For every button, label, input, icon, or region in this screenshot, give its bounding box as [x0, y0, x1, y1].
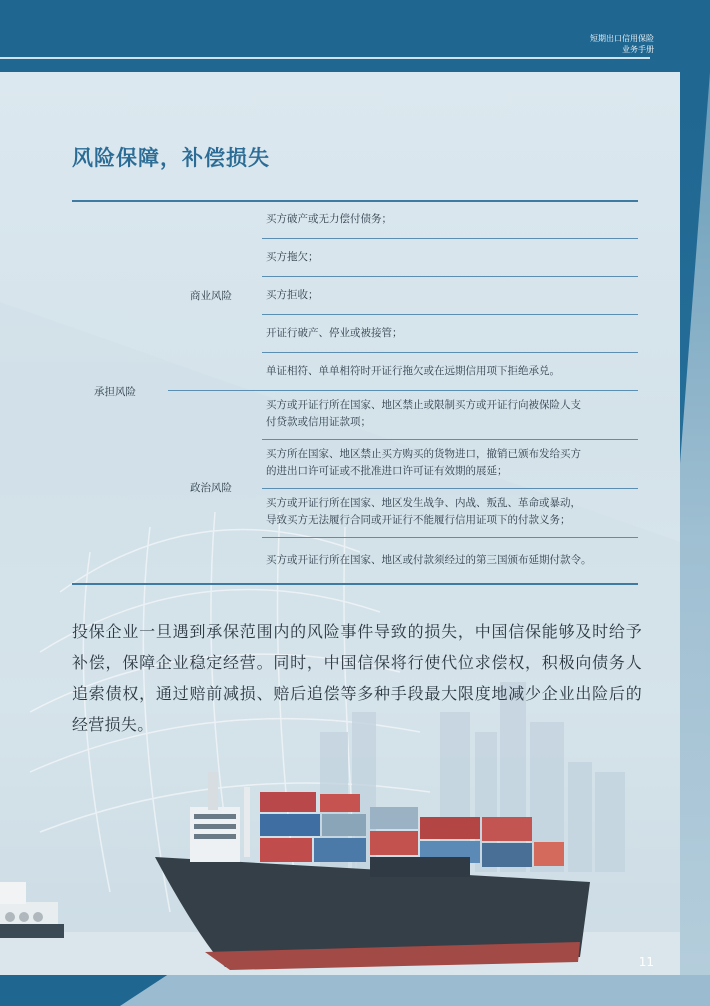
table-top-rule [72, 200, 638, 202]
table-cell-line: 付贷款或信用证款项； [266, 416, 371, 428]
table-cell: 买方破产或无力偿付债务； [266, 213, 392, 225]
table-cell [266, 446, 581, 480]
footer-light-band [120, 975, 710, 1006]
table-cell: 买方拒收； [266, 289, 319, 301]
running-header-line1: 短期出口信用保险 [590, 34, 654, 43]
risk-table [72, 200, 638, 584]
table-row-rule [262, 276, 638, 277]
body-paragraph: 投保企业一旦遇到承保范围内的风险事件导致的损失，中国信保能够及时给予补偿，保障企业稳定经营。同时，中国信保将行使代位求偿权，积极向债务人追索债权，通过赔前减损、赔后追偿等多种手段最大限度地减少企业出险后的经营损失。 [72, 622, 642, 734]
table-cell-line: 的进出口许可证或不批准进口许可证有效期的展延； [266, 465, 508, 477]
table-row-rule [262, 439, 638, 440]
table-cell-line: 买方或开证行所在国家、地区禁止或限制买方或开证行向被保险人支 [266, 399, 581, 411]
table-row-rule [262, 314, 638, 315]
running-header-line2: 业务手册 [622, 45, 654, 54]
page-number: 11 [638, 955, 654, 969]
table-group-rule [168, 390, 638, 391]
table-cell: 买方拖欠； [266, 251, 319, 263]
running-header [590, 33, 654, 55]
table-row-rule [262, 488, 638, 489]
table-cell: 开证行破产、停业或被接管； [266, 327, 403, 339]
table-cell: 单证相符、单单相符时开证行拖欠或在远期信用项下拒绝承兑。 [266, 365, 560, 377]
group-label-political: 政治风险 [190, 482, 232, 494]
table-row-rule [262, 537, 638, 538]
group-label-commercial: 商业风险 [190, 290, 232, 302]
table-row-rule [262, 352, 638, 353]
table-cell [266, 495, 581, 529]
table-cell [266, 397, 581, 431]
page-title: 风险保障，补偿损失 [72, 146, 270, 170]
header-rule [0, 57, 650, 59]
table-bottom-rule [72, 583, 638, 585]
table-cell-line: 买方或开证行所在国家、地区发生战争、内战、叛乱、革命或暴动， [266, 497, 581, 509]
table-cell-line: 导致买方无法履行合同或开证行不能履行信用证项下的付款义务； [266, 514, 571, 526]
table-row-rule [262, 238, 638, 239]
table-cell: 买方或开证行所在国家、地区或付款须经过的第三国颁布延期付款令。 [266, 554, 592, 566]
main-label: 承担风险 [94, 386, 136, 398]
table-cell-line: 买方所在国家、地区禁止买方购买的货物进口，撤销已颁布发给买方 [266, 448, 581, 460]
